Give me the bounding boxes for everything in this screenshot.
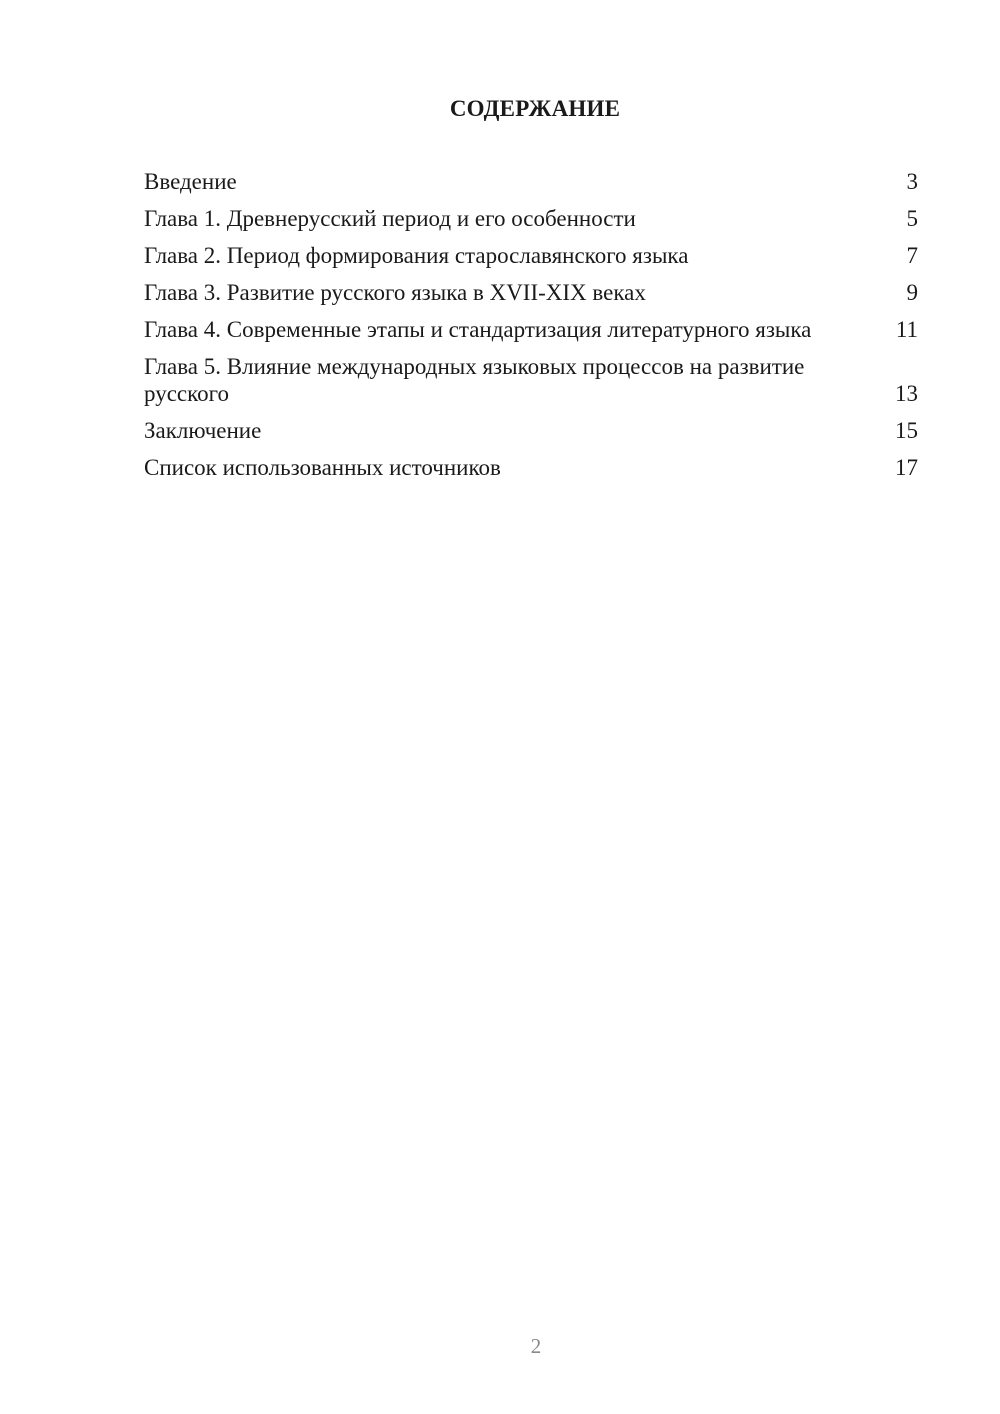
toc-entry-label: Заключение — [144, 418, 262, 443]
toc-entry-page: 9 — [906, 280, 918, 305]
toc-entry-label: Глава 2. Период формирования старославянского языка — [144, 243, 689, 268]
toc-entry-conclusion — [144, 417, 918, 444]
toc-entry-page: 3 — [906, 169, 918, 194]
toc-entry-chapter-4 — [144, 316, 918, 343]
toc-entry-page: 17 — [895, 455, 918, 480]
toc-entry-chapter-1 — [144, 205, 918, 232]
toc-entry-label: Список использованных источников — [144, 455, 501, 480]
toc-entry-label: Введение — [144, 169, 237, 194]
toc-entry-introduction — [144, 168, 918, 195]
table-of-contents — [144, 168, 918, 491]
toc-entry-references — [144, 454, 918, 481]
toc-title: СОДЕРЖАНИЕ — [449, 96, 621, 121]
page-number: 2 — [530, 1334, 542, 1358]
toc-entry-chapter-5 — [144, 353, 918, 407]
toc-entry-page: 5 — [906, 206, 918, 231]
toc-entry-chapter-2 — [144, 242, 918, 269]
toc-entry-chapter-3 — [144, 279, 918, 306]
toc-entry-label: Глава 1. Древнерусский период и его особенности — [144, 206, 636, 231]
toc-entry-label: Глава 4. Современные этапы и стандартизация литературного языка — [144, 317, 812, 342]
toc-entry-page: 11 — [895, 317, 918, 342]
toc-entry-page: 15 — [895, 418, 918, 443]
toc-entry-label: Глава 3. Развитие русского языка в XVII-XIX веках — [144, 280, 646, 305]
toc-entry-label: Глава 5. Влияние международных языковых процессов на развитие русского — [144, 354, 805, 406]
toc-entry-page: 7 — [906, 243, 918, 268]
toc-entry-page: 13 — [895, 381, 918, 406]
